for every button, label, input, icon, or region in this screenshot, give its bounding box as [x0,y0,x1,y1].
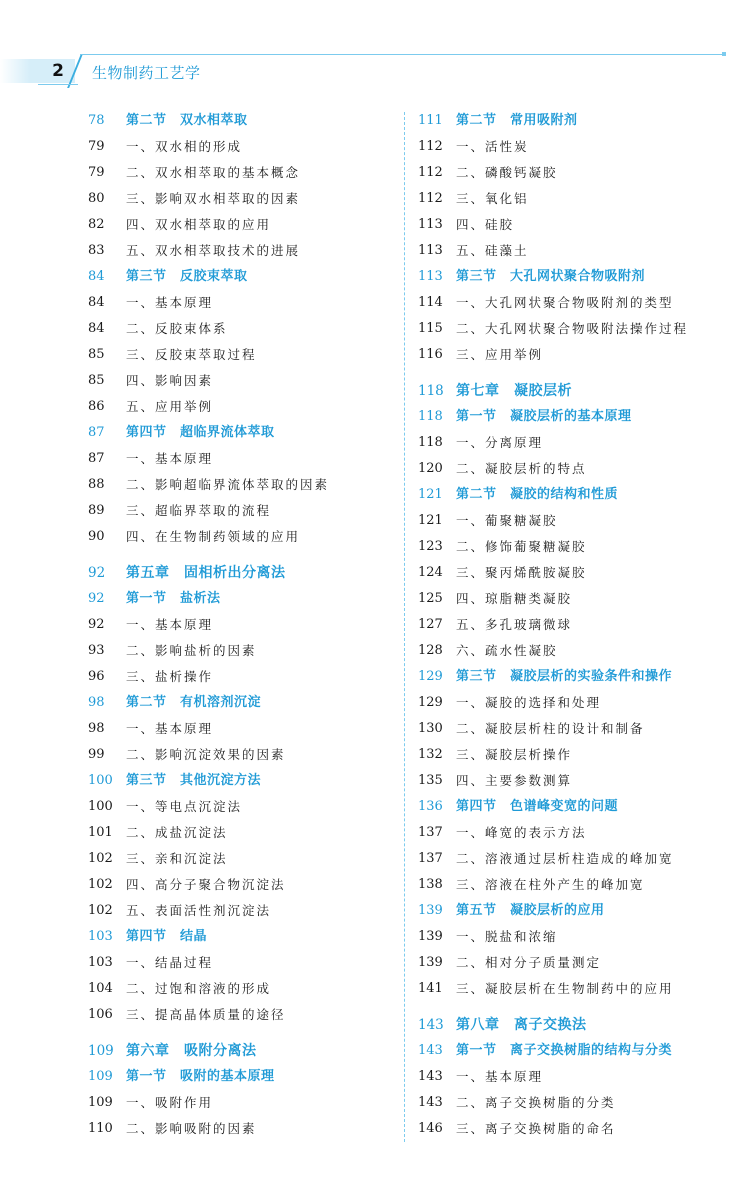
toc-item-entry [418,186,728,212]
toc-item-title: 四、影响因素 [126,373,214,388]
toc-section-title: 第二节 有机溶剂沉淀 [126,695,262,710]
toc-page-number: 135 [418,773,443,788]
toc-item-entry [418,430,728,456]
toc-right-column [418,108,728,1142]
toc-item-entry [418,1064,728,1090]
toc-page-number: 100 [88,773,113,788]
toc-page-number: 84 [88,321,105,336]
page-header [0,0,750,100]
toc-chapter-title: 第六章 吸附分离法 [126,1043,257,1059]
toc-item-title: 二、凝胶层析的特点 [456,461,587,476]
toc-item-entry [418,238,728,264]
toc-section-entry [418,404,728,430]
toc-item-entry [418,1090,728,1116]
toc-page-number: 129 [418,669,443,684]
toc-page-number: 79 [88,139,105,154]
toc-page-number: 132 [418,747,443,762]
toc-page-number: 143 [418,1095,443,1110]
toc-item-entry [88,976,388,1002]
toc-item-title: 一、凝胶的选择和处理 [456,695,602,710]
toc-item-title: 二、成盐沉淀法 [126,825,228,840]
toc-item-title: 三、聚丙烯酰胺凝胶 [456,565,587,580]
toc-item-entry [88,498,388,524]
toc-page-number: 102 [88,877,113,892]
toc-page-number: 125 [418,591,443,606]
toc-section-title: 第四节 超临界流体萃取 [126,425,275,440]
book-title: 生物制药工艺学 [92,64,201,82]
toc-item-entry [88,290,388,316]
toc-item-title: 三、溶液在柱外产生的峰加宽 [456,877,645,892]
toc-page-number: 115 [418,321,443,336]
toc-page-number: 137 [418,851,443,866]
toc-page-number: 90 [88,529,105,544]
toc-item-entry [88,446,388,472]
toc-page-number: 124 [418,565,443,580]
toc-page-number: 84 [88,269,105,284]
toc-item-title: 二、影响吸附的因素 [126,1121,257,1136]
toc-page-number: 82 [88,217,105,232]
toc-item-title: 二、影响超临界流体萃取的因素 [126,477,330,492]
toc-item-title: 三、超临界萃取的流程 [126,503,272,518]
toc-item-title: 一、基本原理 [126,617,214,632]
toc-page-number: 89 [88,503,105,518]
toc-section-entry [88,768,388,794]
toc-section-entry [418,794,728,820]
toc-item-entry [418,534,728,560]
toc-item-entry [88,472,388,498]
toc-section-entry [88,586,388,612]
toc-item-title: 一、基本原理 [126,721,214,736]
toc-page-number: 92 [88,565,106,581]
toc-page-number: 98 [88,695,105,710]
toc-section-title: 第一节 凝胶层析的基本原理 [456,409,632,424]
toc-item-entry [88,716,388,742]
toc-page-number: 128 [418,643,443,658]
toc-page-number: 141 [418,981,443,996]
toc-section-title: 第三节 大孔网状聚合物吸附剂 [456,269,646,284]
toc-page-number: 123 [418,539,443,554]
toc-section-entry [418,264,728,290]
toc-page-number: 143 [418,1043,443,1058]
toc-section-title: 第三节 其他沉淀方法 [126,773,262,788]
toc-page-number: 114 [418,295,443,310]
toc-item-title: 一、结晶过程 [126,955,214,970]
toc-page-number: 103 [88,929,113,944]
toc-page-number: 96 [88,669,105,684]
toc-item-entry [418,316,728,342]
toc-item-title: 三、凝胶层析操作 [456,747,573,762]
toc-item-title: 三、影响双水相萃取的因素 [126,191,301,206]
toc-item-entry [88,1116,388,1142]
toc-item-title: 一、基本原理 [456,1069,544,1084]
toc-item-title: 六、疏水性凝胶 [456,643,558,658]
toc-item-title: 四、高分子聚合物沉淀法 [126,877,286,892]
toc-item-entry [418,924,728,950]
toc-item-entry [418,716,728,742]
toc-chapter-entry [418,378,728,404]
toc-item-title: 三、氧化铝 [456,191,529,206]
toc-item-entry [88,160,388,186]
toc-section-title: 第五节 凝胶层析的应用 [456,903,605,918]
toc-item-title: 一、葡聚糖凝胶 [456,513,558,528]
toc-item-entry [88,664,388,690]
toc-item-title: 五、表面活性剂沉淀法 [126,903,272,918]
toc-item-entry [418,134,728,160]
toc-item-title: 一、大孔网状聚合物吸附剂的类型 [456,295,674,310]
toc-item-entry [418,768,728,794]
toc-section-entry [418,898,728,924]
toc-item-entry [418,586,728,612]
toc-item-entry [418,638,728,664]
toc-page-number: 121 [418,487,443,502]
toc-item-entry [418,976,728,1002]
toc-item-entry [418,508,728,534]
toc-page-number: 121 [418,513,443,528]
toc-page-number: 113 [418,243,443,258]
toc-item-title: 二、凝胶层析柱的设计和制备 [456,721,645,736]
toc-section-entry [88,690,388,716]
header-rule-end-mark [722,52,726,56]
toc-item-title: 五、多孔玻璃微球 [456,617,573,632]
toc-item-title: 二、溶液通过层析柱造成的峰加宽 [456,851,674,866]
toc-page-number: 116 [418,347,443,362]
toc-page-number: 143 [418,1017,444,1033]
toc-item-title: 一、等电点沉淀法 [126,799,243,814]
toc-item-title: 五、双水相萃取技术的进展 [126,243,301,258]
toc-page-number: 113 [418,217,443,232]
toc-page-number: 118 [418,409,443,424]
toc-page-number: 102 [88,903,113,918]
toc-item-entry [88,212,388,238]
toc-page-number: 98 [88,721,105,736]
toc-item-title: 四、主要参数测算 [456,773,573,788]
toc-page-number: 120 [418,461,443,476]
toc-item-title: 三、亲和沉淀法 [126,851,228,866]
toc-item-entry [88,316,388,342]
toc-item-title: 四、琼脂糖类凝胶 [456,591,573,606]
toc-page-number: 104 [88,981,113,996]
toc-section-entry [88,108,388,134]
toc-section-title: 第二节 凝胶的结构和性质 [456,487,619,502]
toc-item-entry [88,638,388,664]
toc-item-title: 二、离子交换树脂的分类 [456,1095,616,1110]
toc-page-number: 93 [88,643,105,658]
toc-item-entry [418,872,728,898]
toc-item-title: 四、硅胶 [456,217,515,232]
toc-section-title: 第一节 离子交换树脂的结构与分类 [456,1043,673,1058]
toc-item-title: 四、双水相萃取的应用 [126,217,272,232]
toc-section-title: 第一节 吸附的基本原理 [126,1069,275,1084]
toc-page-number: 92 [88,617,105,632]
toc-item-entry [418,1116,728,1142]
toc-page-number: 79 [88,165,105,180]
toc-item-entry [88,872,388,898]
column-divider [404,112,405,1142]
toc-item-entry [88,186,388,212]
toc-chapter-entry [418,1012,728,1038]
toc-item-title: 三、凝胶层析在生物制药中的应用 [456,981,674,996]
toc-page-number: 88 [88,477,105,492]
toc-item-entry [88,238,388,264]
toc-page-number: 139 [418,929,443,944]
toc-page-number: 138 [418,877,443,892]
toc-item-title: 五、硅藻土 [456,243,529,258]
toc-item-entry [88,1002,388,1028]
toc-item-entry [418,820,728,846]
toc-page-number: 103 [88,955,113,970]
toc-section-title: 第一节 盐析法 [126,591,221,606]
toc-page-number: 85 [88,373,105,388]
toc-page-number: 113 [418,269,443,284]
toc-item-title: 一、基本原理 [126,451,214,466]
toc-item-title: 二、双水相萃取的基本概念 [126,165,301,180]
toc-section-entry [88,264,388,290]
toc-page-number: 111 [418,113,443,128]
header-rule [80,54,724,55]
toc-section-title: 第四节 结晶 [126,929,208,944]
toc-item-title: 二、影响沉淀效果的因素 [126,747,286,762]
toc-item-entry [418,290,728,316]
toc-item-title: 三、提高晶体质量的途径 [126,1007,286,1022]
toc-page-number: 86 [88,399,105,414]
toc-chapter-entry [88,1038,388,1064]
toc-item-title: 一、吸附作用 [126,1095,214,1110]
toc-section-entry [418,108,728,134]
toc-item-title: 二、大孔网状聚合物吸附法操作过程 [456,321,689,336]
toc-section-title: 第二节 双水相萃取 [126,113,248,128]
toc-item-entry [88,1090,388,1116]
toc-item-title: 二、修饰葡聚糖凝胶 [456,539,587,554]
toc-chapter-entry [88,560,388,586]
toc-item-title: 四、在生物制药领域的应用 [126,529,301,544]
toc-page-number: 100 [88,799,113,814]
toc-section-entry [88,1064,388,1090]
toc-section-entry [88,420,388,446]
toc-page-number: 109 [88,1095,113,1110]
toc-page-number: 106 [88,1007,113,1022]
toc-item-title: 一、基本原理 [126,295,214,310]
header-band-fade [0,59,30,83]
toc-left-column [88,108,388,1142]
toc-item-entry [88,368,388,394]
toc-item-entry [418,742,728,768]
toc-page-number: 87 [88,425,105,440]
toc-page-number: 84 [88,295,105,310]
toc-item-entry [418,846,728,872]
toc-section-title: 第三节 反胶束萃取 [126,269,248,284]
toc-item-entry [418,160,728,186]
toc-page-number: 137 [418,825,443,840]
toc-item-title: 三、反胶束萃取过程 [126,347,257,362]
toc-page-number: 139 [418,955,443,970]
toc-item-entry [418,612,728,638]
toc-page-number: 92 [88,591,105,606]
toc-page-number: 143 [418,1069,443,1084]
toc-section-title: 第二节 常用吸附剂 [456,113,578,128]
toc-item-entry [88,820,388,846]
toc-page-number: 118 [418,435,443,450]
toc-item-entry [418,950,728,976]
toc-item-entry [88,342,388,368]
toc-page-number: 127 [418,617,443,632]
toc-item-title: 五、应用举例 [126,399,214,414]
toc-page-number: 130 [418,721,443,736]
toc-item-entry [88,134,388,160]
toc-page-number: 80 [88,191,105,206]
toc-page-number: 99 [88,747,105,762]
toc-item-entry [88,794,388,820]
toc-item-entry [88,524,388,550]
toc-page-number: 102 [88,851,113,866]
toc-item-title: 二、影响盐析的因素 [126,643,257,658]
toc-item-title: 一、峰宽的表示方法 [456,825,587,840]
toc-item-title: 三、应用举例 [456,347,544,362]
toc-page-number: 109 [88,1043,114,1059]
toc-section-title: 第四节 色谱峰变宽的问题 [456,799,619,814]
toc-item-entry [88,846,388,872]
toc-page-number: 112 [418,191,443,206]
toc-item-title: 一、分离原理 [456,435,544,450]
toc-page-number: 110 [88,1121,113,1136]
toc-section-entry [88,924,388,950]
toc-chapter-title: 第五章 固相析出分离法 [126,565,286,581]
toc-page-number: 109 [88,1069,113,1084]
toc-item-entry [418,690,728,716]
toc-page-number: 129 [418,695,443,710]
toc-page-number: 85 [88,347,105,362]
toc-section-entry [418,664,728,690]
toc-page-number: 112 [418,139,443,154]
toc-item-entry [418,560,728,586]
toc-section-entry [418,1038,728,1064]
toc-item-title: 二、磷酸钙凝胶 [456,165,558,180]
toc-page-number: 139 [418,903,443,918]
toc-page-number: 146 [418,1121,443,1136]
toc-item-entry [88,950,388,976]
toc-item-entry [418,212,728,238]
toc-item-entry [88,898,388,924]
toc-item-title: 二、过饱和溶液的形成 [126,981,272,996]
toc-item-entry [418,342,728,368]
toc-page-number: 78 [88,113,105,128]
toc-page-number: 118 [418,383,444,399]
toc-item-title: 三、盐析操作 [126,669,214,684]
toc-item-title: 二、相对分子质量测定 [456,955,602,970]
toc-item-entry [88,742,388,768]
toc-item-title: 一、双水相的形成 [126,139,243,154]
toc-item-entry [418,456,728,482]
toc-page-number: 83 [88,243,105,258]
toc-section-title: 第三节 凝胶层析的实验条件和操作 [456,669,673,684]
toc-page-number: 87 [88,451,105,466]
toc-chapter-title: 第八章 离子交换法 [456,1017,587,1033]
toc-item-entry [88,612,388,638]
toc-item-entry [88,394,388,420]
toc-section-entry [418,482,728,508]
toc-item-title: 二、反胶束体系 [126,321,228,336]
toc-chapter-title: 第七章 凝胶层析 [456,383,572,399]
page-number: 2 [52,61,64,81]
toc-page-number: 112 [418,165,443,180]
toc-page-number: 101 [88,825,113,840]
header-bottom-rule [38,84,78,85]
toc-item-title: 一、脱盐和浓缩 [456,929,558,944]
toc-item-title: 三、离子交换树脂的命名 [456,1121,616,1136]
toc-page-number: 136 [418,799,443,814]
toc-item-title: 一、活性炭 [456,139,529,154]
